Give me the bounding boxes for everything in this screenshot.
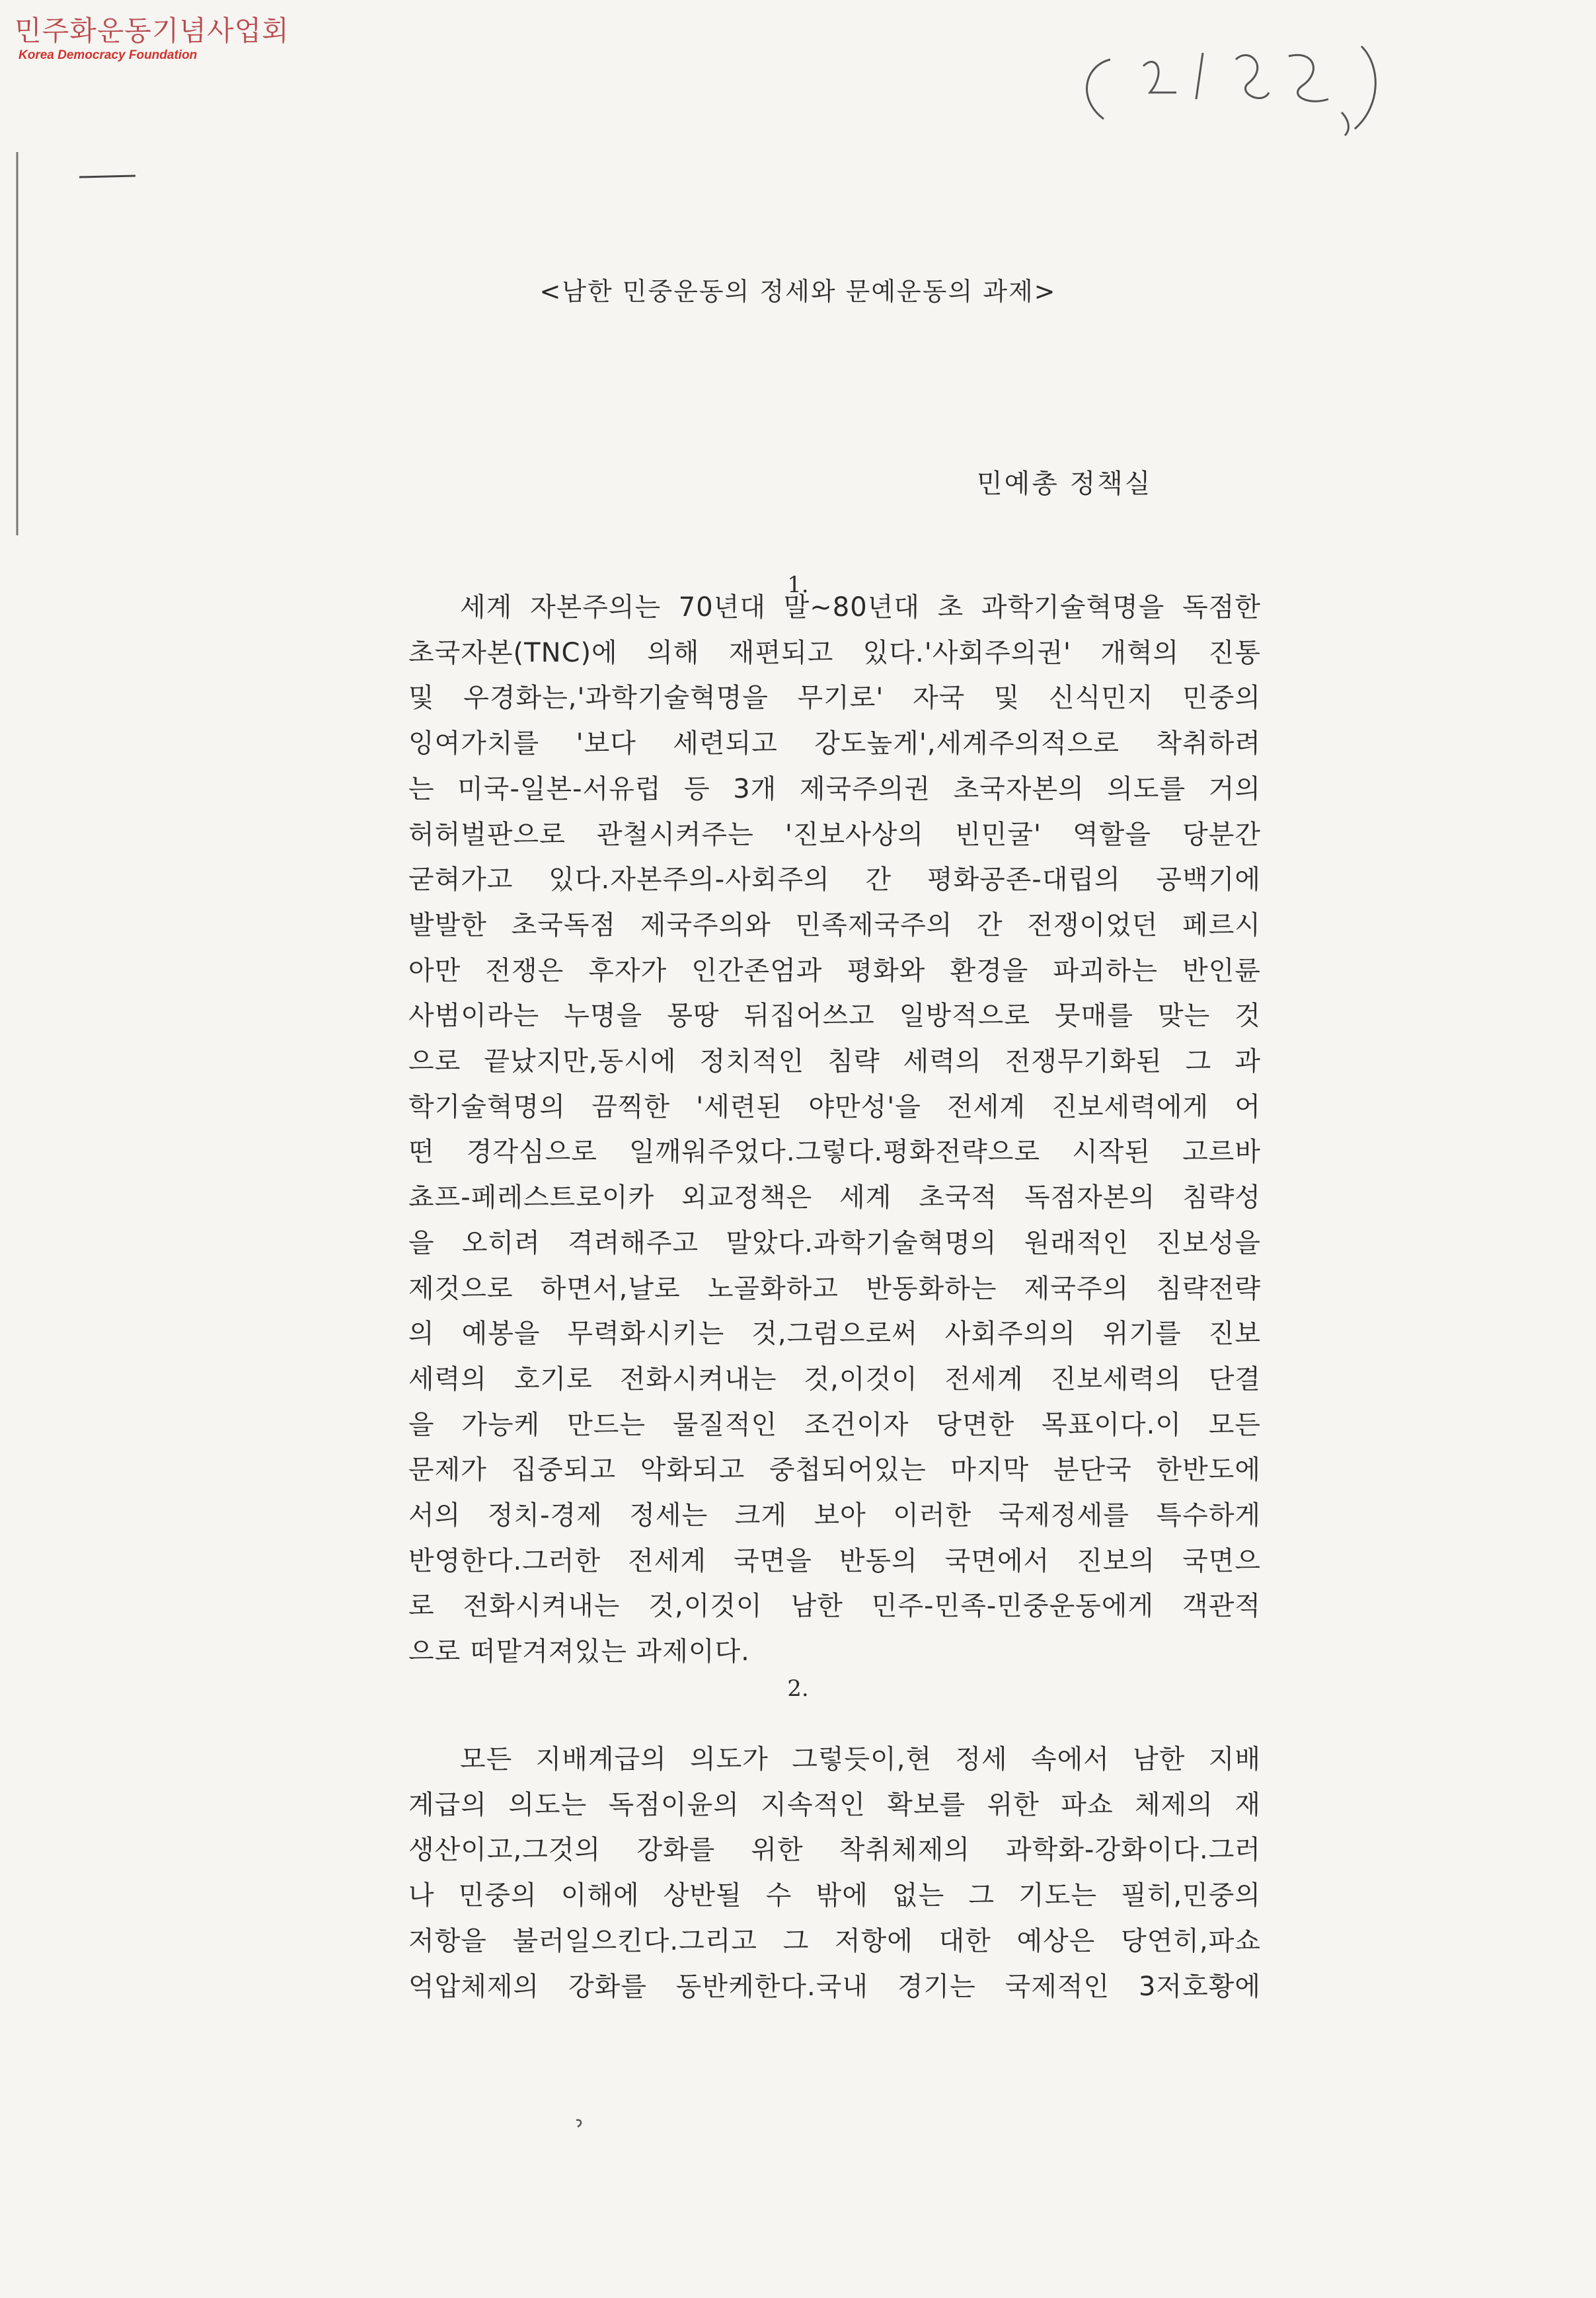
logo-english-text: Korea Democracy Foundation	[19, 48, 198, 62]
text-line: 모든 지배계급의 의도가 그렇듯이,현 정세 속에서 남한 지배	[460, 1744, 1261, 1775]
text-line: 허허벌판으로 관철시켜주는 '진보사상의 빈민굴' 역할을 당분간	[408, 819, 1261, 850]
text-line: 계급의 의도는 독점이윤의 지속적인 확보를 위한 파쇼 체제의 재	[408, 1789, 1261, 1820]
watermark-logo	[15, 15, 289, 63]
scan-speck-mark	[570, 2115, 589, 2135]
text-line: 으로 끝났지만,동시에 정치적인 침략 세력의 전쟁무기화된 그 과	[408, 1046, 1261, 1077]
document-title: <남한 민중운동의 정세와 문예운동의 과제>	[539, 277, 1057, 306]
text-line: 생산이고,그것의 강화를 위한 착취체제의 과학화-강화이다.그러	[408, 1835, 1261, 1866]
section-number-1: 1.	[787, 572, 809, 598]
text-line: 아만 전쟁은 후자가 인간존엄과 평화와 환경을 파괴하는 반인륜	[408, 955, 1261, 986]
text-line: 쵸프-페레스트로이카 외교정책은 세계 초국적 독점자본의 침략성	[408, 1182, 1261, 1213]
text-line: 발발한 초국독점 제국주의와 민족제국주의 간 전쟁이었던 페르시	[408, 909, 1261, 940]
text-line: 학기술혁명의 끔찍한 '세련된 야만성'을 전세계 진보세력에게 어	[408, 1091, 1261, 1122]
text-line: 는 미국-일본-서유럽 등 3개 제국주의권 초국자본의 의도를 거의	[408, 773, 1261, 804]
text-line: 초국자본(TNC)에 의해 재편되고 있다.'사회주의권' 개혁의 진통	[408, 637, 1261, 668]
text-line: 으로 떠맡겨져있는 과제이다.	[408, 1636, 750, 1667]
text-line: 떤 경각심으로 일깨워주었다.그렇다.평화전략으로 시작된 고르바	[408, 1137, 1261, 1168]
text-line: 의 예봉을 무력화시키는 것,그럼으로써 사회주의의 위기를 진보	[408, 1319, 1261, 1350]
text-line: 나 민중의 이해에 상반될 수 밖에 없는 그 기도는 필히,민중의	[408, 1880, 1261, 1911]
logo-korean-text: 민주화운동기념사업회	[15, 15, 289, 47]
text-line: 세력의 호기로 전화시켜내는 것,이것이 전세계 진보세력의 단결	[408, 1363, 1261, 1395]
text-line: 잉여가치를 '보다 세련되고 강도높게',세계주의적으로 착취하려	[408, 728, 1261, 759]
text-line: 억압체제의 강화를 동반케한다.국내 경기는 국제적인 3저호황에	[408, 1971, 1261, 2002]
text-line: 제것으로 하면서,날로 노골화하고 반동화하는 제국주의 침략전략	[408, 1273, 1261, 1304]
text-line: 을 오히려 격려해주고 말았다.과학기술혁명의 원래적인 진보성을	[408, 1227, 1261, 1258]
text-line: 로 전화시켜내는 것,이것이 남한 민주-민족-민중운동에게 객관적	[408, 1591, 1261, 1622]
handwritten-annotation	[1051, 20, 1421, 152]
text-line: 및 우경화는,'과학기술혁명을 무기로' 자국 및 신식민지 민중의	[408, 683, 1261, 714]
scan-edge-marks	[0, 152, 172, 549]
text-line: 저항을 불러일으킨다.그리고 그 저항에 대한 예상은 당연히,파쇼	[408, 1925, 1261, 1956]
section-number-2: 2.	[787, 1675, 809, 1702]
text-line: 세계 자본주의는 70년대 말~80년대 초 과학기술혁명을 독점한	[460, 592, 1261, 623]
text-line: 사범이라는 누명을 몽땅 뒤집어쓰고 일방적으로 뭇매를 맞는 것	[408, 1001, 1261, 1032]
text-line: 을 가능케 만드는 물질적인 조건이자 당면한 목표이다.이 모든	[408, 1409, 1261, 1440]
section-2-body	[408, 1737, 1261, 2009]
document-author: 민예총 정책실	[977, 469, 1153, 499]
text-line: 서의 정치-경제 정세는 크게 보아 이러한 국제정세를 특수하게	[408, 1500, 1261, 1531]
text-line: 문제가 집중되고 악화되고 중첩되어있는 마지막 분단국 한반도에	[408, 1455, 1261, 1486]
text-line: 굳혀가고 있다.자본주의-사회주의 간 평화공존-대립의 공백기에	[408, 864, 1261, 896]
text-line: 반영한다.그러한 전세계 국면을 반동의 국면에서 진보의 국면으	[408, 1545, 1261, 1576]
section-1-body	[408, 585, 1261, 1675]
